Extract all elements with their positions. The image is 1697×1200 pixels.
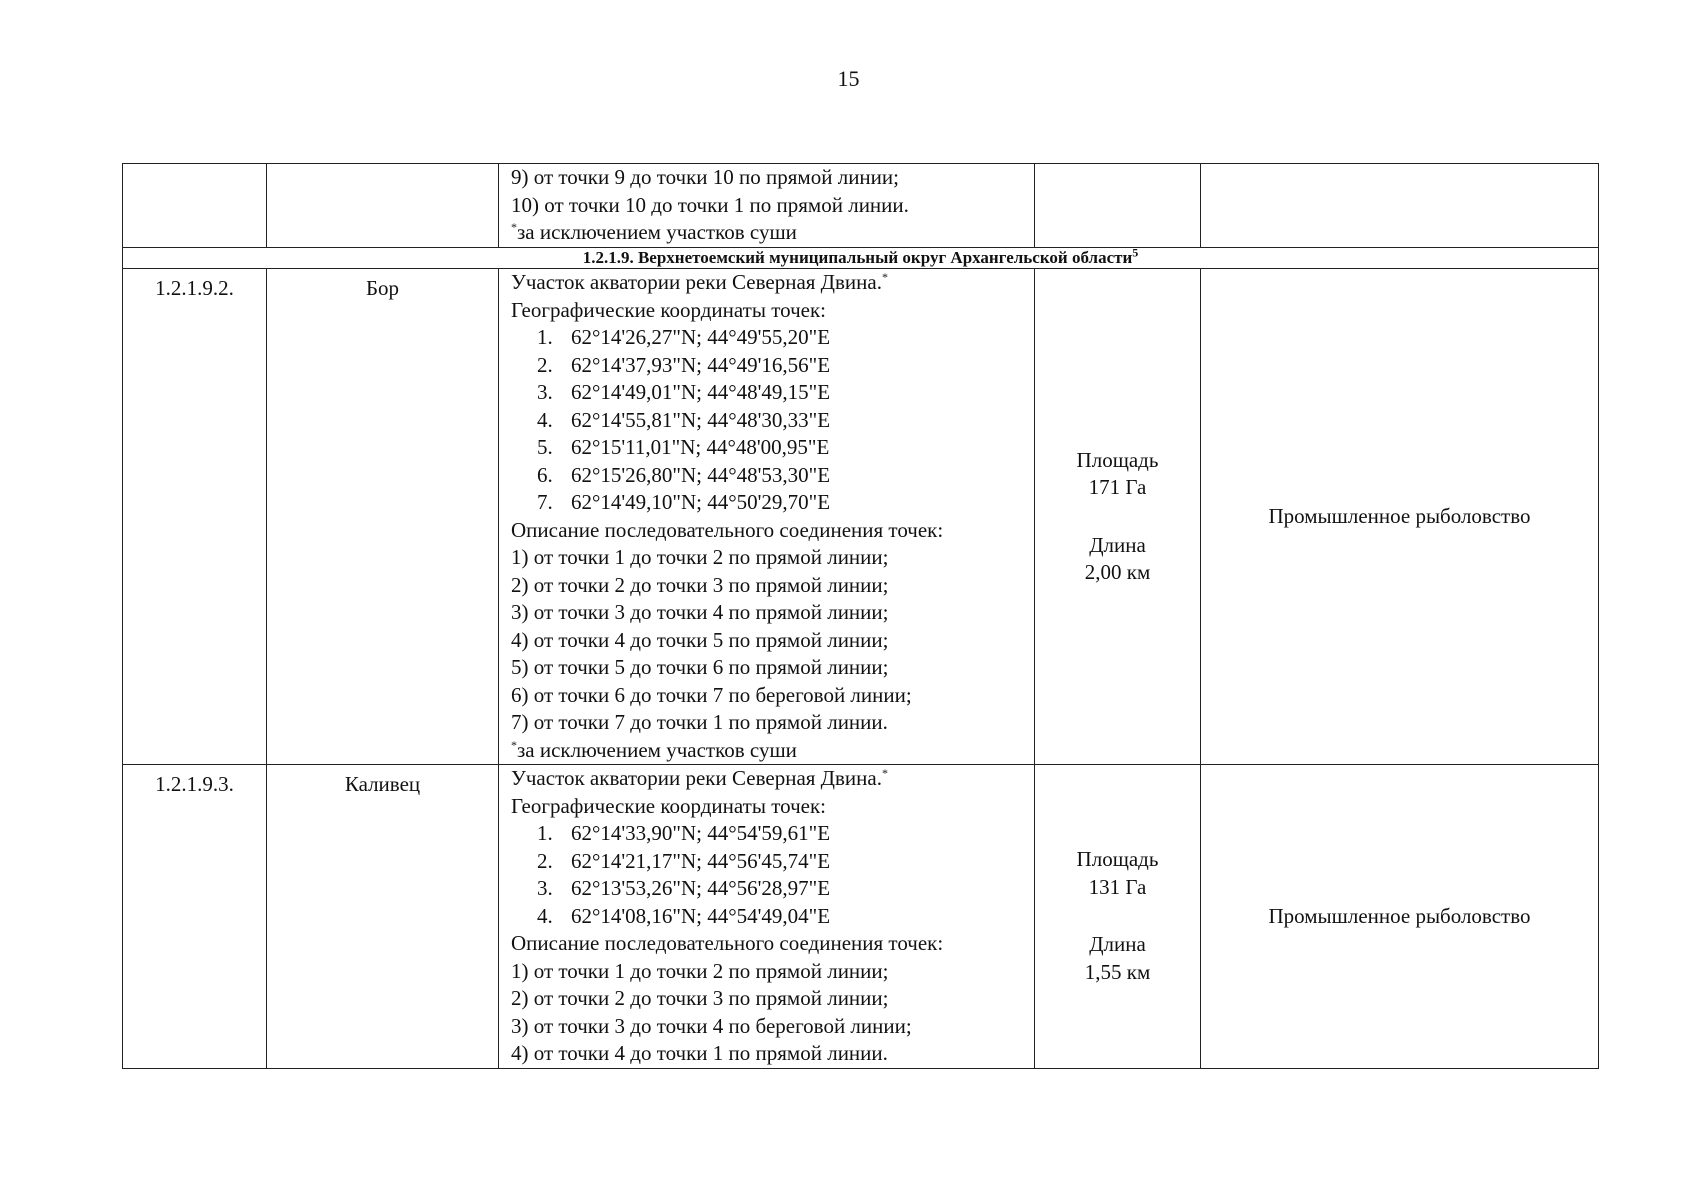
row-number: 1.2.1.9.3.	[123, 765, 267, 1069]
coords-title: Географические координаты точек:	[511, 793, 826, 818]
desc-line: 3) от точки 3 до точки 4 по береговой линии;	[511, 1013, 912, 1038]
footnote-line	[511, 737, 1026, 765]
intro-line	[511, 765, 1026, 793]
coord-value: 62°14'49,10"N; 44°50'29,70"E	[571, 490, 831, 514]
row-size	[1035, 269, 1201, 765]
coord-index: 2.	[537, 352, 553, 377]
coord-value: 62°14'08,16"N; 44°54'49,04"E	[571, 903, 831, 928]
desc-line: 10) от точки 10 до точки 1 по прямой линии.	[511, 192, 909, 217]
coord-item	[511, 820, 1026, 848]
cell-use-empty	[1201, 164, 1599, 248]
row-number: 1.2.1.9.2.	[123, 269, 267, 765]
coord-item	[511, 462, 1026, 490]
coord-index: 4.	[537, 407, 553, 432]
cell-size-empty	[1035, 164, 1201, 248]
intro-line	[511, 269, 1026, 297]
desc-line: 9) от точки 9 до точки 10 по прямой линии;	[511, 165, 899, 189]
row-name: Бор	[267, 269, 499, 765]
length-value: 2,00 км	[1084, 560, 1151, 584]
coord-index: 4.	[537, 903, 553, 928]
coord-index: 1.	[537, 821, 553, 845]
coord-index: 5.	[537, 435, 553, 459]
coord-item	[511, 875, 1026, 903]
coord-value: 62°14'33,90"N; 44°54'59,61"E	[571, 821, 831, 845]
area-label: Площадь	[1076, 447, 1159, 472]
coord-value: 62°14'21,17"N; 44°56'45,74"E	[571, 848, 831, 873]
row-description	[499, 269, 1035, 765]
coord-index: 2.	[537, 848, 553, 873]
length-label: Длина	[1089, 532, 1146, 557]
continuation-row	[123, 164, 1599, 248]
coord-value: 62°15'11,01"N; 44°48'00,95"E	[571, 435, 830, 459]
desc-line: 2) от точки 2 до точки 3 по прямой линии;	[511, 572, 889, 597]
cell-name-empty	[267, 164, 499, 248]
coord-index: 3.	[537, 380, 553, 404]
coord-value: 62°14'26,27"N; 44°49'55,20"E	[571, 325, 831, 349]
coord-item	[511, 324, 1026, 352]
coord-item	[511, 407, 1026, 435]
section-title-sup: 5	[1132, 247, 1139, 260]
coord-item	[511, 352, 1026, 380]
section-title-text: 1.2.1.9. Верхнетоемский муниципальный округ Архангельской области	[582, 248, 1133, 267]
footnote-mark: *	[511, 220, 517, 234]
fishing-areas-table	[122, 163, 1599, 1069]
desc-title: Описание последовательного соединения точек:	[511, 931, 944, 955]
coord-index: 6.	[537, 462, 553, 487]
table-row	[123, 269, 1599, 765]
length-label: Длина	[1089, 932, 1146, 957]
coord-item	[511, 848, 1026, 876]
section-header-row	[123, 248, 1599, 269]
area-value: 131 Га	[1088, 874, 1147, 899]
coord-value: 62°14'37,93"N; 44°49'16,56"E	[571, 352, 831, 377]
coord-value: 62°14'49,01"N; 44°48'49,15"E	[571, 380, 831, 404]
intro-text: Участок акватории реки Северная Двина.	[511, 766, 882, 790]
coords-title: Географические координаты точек:	[511, 297, 826, 322]
intro-mark: *	[881, 270, 888, 284]
cell-num-empty	[123, 164, 267, 248]
row-name: Каливец	[267, 765, 499, 1069]
coord-item	[511, 489, 1026, 517]
coord-index: 7.	[537, 490, 553, 514]
intro-mark: *	[881, 766, 888, 780]
cell-continuation-desc	[499, 164, 1035, 248]
row-description	[499, 765, 1035, 1069]
table-row	[123, 765, 1599, 1069]
footnote-line	[511, 219, 1026, 247]
footnote-mark: *	[511, 737, 517, 752]
row-size	[1035, 765, 1201, 1069]
coord-item	[511, 903, 1026, 931]
coord-index: 3.	[537, 876, 553, 900]
area-label: Площадь	[1076, 847, 1159, 872]
desc-line: 1) от точки 1 до точки 2 по прямой линии;	[511, 958, 889, 983]
coord-value: 62°15'26,80"N; 44°48'53,30"E	[571, 462, 831, 487]
footnote-text: за исключением участков суши	[517, 220, 797, 244]
section-title	[123, 248, 1599, 269]
desc-line: 4) от точки 4 до точки 1 по прямой линии.	[511, 1041, 888, 1065]
desc-line: 7) от точки 7 до точки 1 по прямой линии.	[511, 710, 888, 734]
desc-line: 3) от точки 3 до точки 4 по прямой линии;	[511, 600, 889, 624]
desc-line: 6) от точки 6 до точки 7 по береговой линии;	[511, 682, 912, 707]
coord-value: 62°14'55,81"N; 44°48'30,33"E	[571, 407, 831, 432]
desc-line: 1) от точки 1 до точки 2 по прямой линии;	[511, 545, 889, 569]
coord-item	[511, 434, 1026, 462]
length-value: 1,55 км	[1084, 959, 1151, 984]
page-number: 15	[837, 66, 860, 91]
desc-title: Описание последовательного соединения точек:	[511, 517, 944, 542]
area-value: 171 Га	[1088, 475, 1147, 499]
intro-text: Участок акватории реки Северная Двина.	[511, 270, 882, 294]
desc-line: 4) от точки 4 до точки 5 по прямой линии;	[511, 627, 889, 652]
row-usage: Промышленное рыболовство	[1201, 765, 1599, 1069]
desc-line: 2) от точки 2 до точки 3 по прямой линии;	[511, 986, 889, 1010]
desc-line: 5) от точки 5 до точки 6 по прямой линии;	[511, 655, 889, 679]
coord-item	[511, 379, 1026, 407]
coord-value: 62°13'53,26"N; 44°56'28,97"E	[571, 876, 831, 900]
coord-index: 1.	[537, 325, 553, 349]
footnote-text: за исключением участков суши	[517, 737, 797, 762]
row-usage: Промышленное рыболовство	[1201, 269, 1599, 765]
